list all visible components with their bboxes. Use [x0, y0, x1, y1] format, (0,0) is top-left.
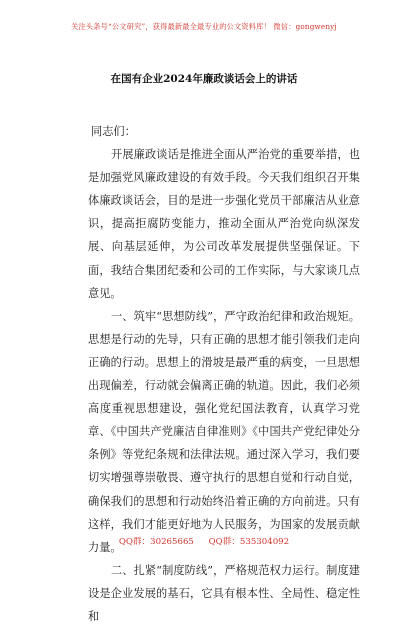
document-body [88, 120, 360, 628]
header-banner: 关注头条号“公文研究”，获得最新最全最专业的公文资料库！ 微信：gongwenyj [71, 22, 337, 31]
footer [0, 535, 408, 547]
paragraph-intro: 开展廉政谈话是推进全面从严治党的重要举措，也是加强党风廉政建设的有效手段。今天我们组织召开集体廉政谈话会，目的是进一步强化党员干部廉洁从业意识，提高拒腐防变能力，推动全面从严治党向纵深发展、向基层延伸，为公司改革发展提供坚强保证。下面，我结合集团纪委和公司的工作实际，与大家谈几点意见。 [88, 148, 360, 300]
footer-qq-group-1: QQ群：30265665 [118, 537, 194, 547]
salutation: 同志们： [91, 125, 136, 138]
paragraph-section-one: 一、筑牢“思想防线”，严守政治纪律和政治规矩。思想是行动的先导，只有正确的思想才能引领我们走向正确的行动。思想上的滑坡是最严重的病变，一旦思想出现偏差，行动就会偏离正确的轨道。因此，我们必须高度重视思想建设，强化党纪国法教育，认真学习党章、《中国共产党廉洁自律准则》《中国共产党纪律处分条例》等党纪条规和法律法规。通过深入学习，我们要切实增强尊崇敬畏、遵守执行的思想自觉和行动自觉，确保我们的思想和行动始终沿着正确的方向前进。只有这样，我们才能更好地为人民服务，为国家的发展贡献力量。 [88, 309, 360, 554]
footer-qq-group-2: QQ群：535304092 [208, 537, 290, 547]
paragraph-section-two: 二、扎紧“制度防线”，严格规范权力运行。制度建设是企业发展的基石，它具有根本性、全局性、稳定性和 [88, 563, 360, 623]
document-title: 在国有企业2024年廉政谈话会上的讲话 [110, 73, 298, 85]
